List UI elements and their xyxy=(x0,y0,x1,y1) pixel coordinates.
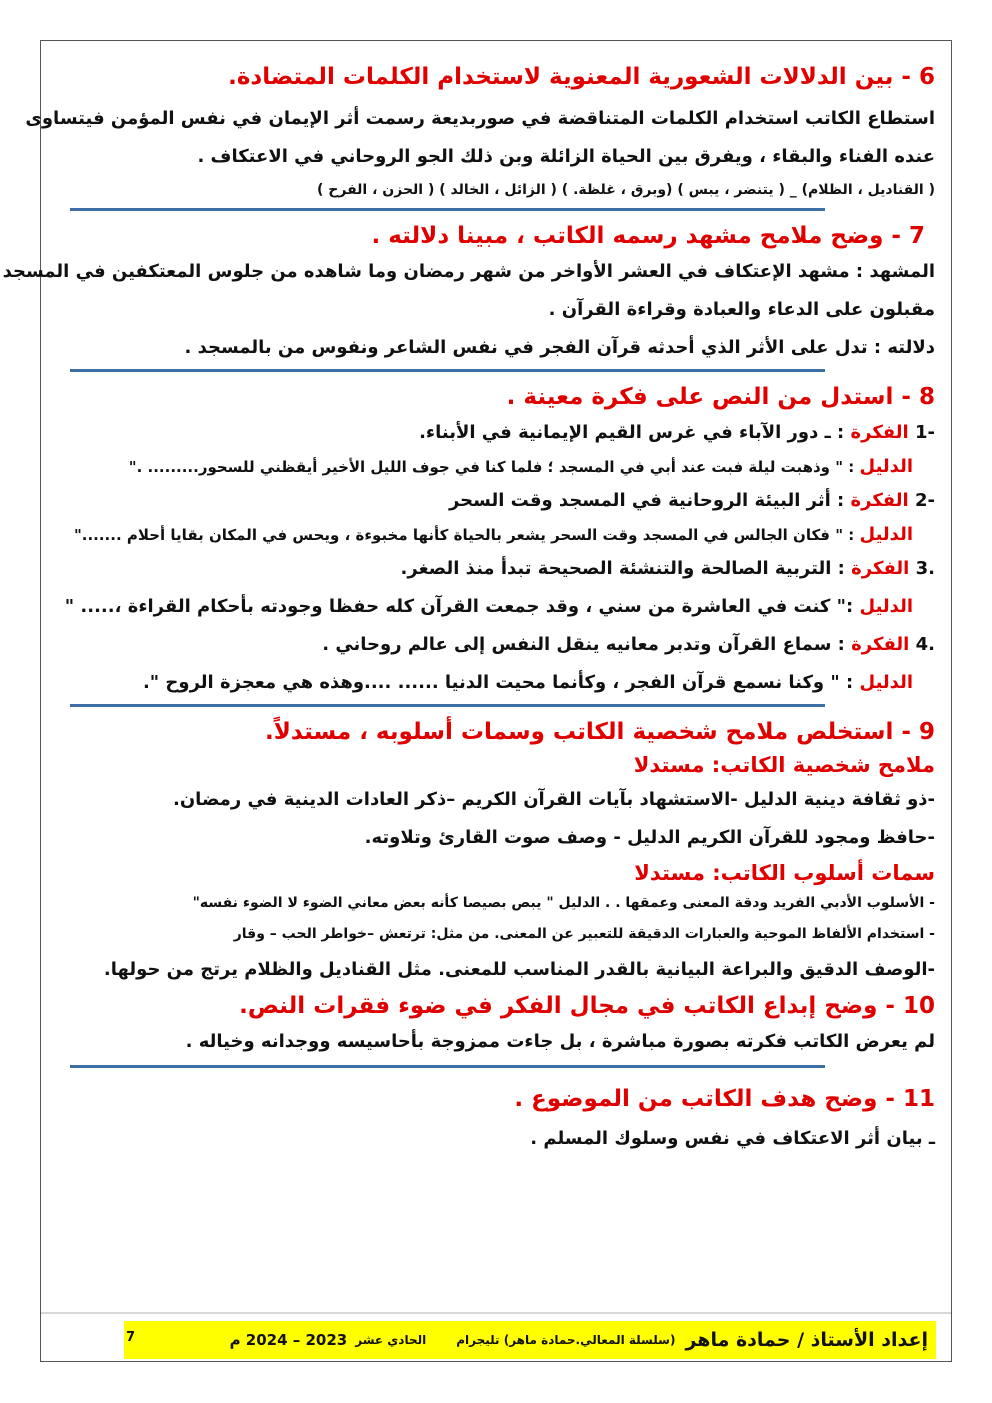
footer-series: (سلسلة المعالي.حمادة ماهر) تليجرام xyxy=(456,1333,676,1347)
proof-text: : " وذهبت ليلة فبت عند أبي في المسجد ؛ فلما كنا في جوف الليل الأخير أيقظني للسحور......... ." xyxy=(128,458,855,476)
footer-grade: الحادي عشر xyxy=(355,1333,427,1347)
proof-text: : " فكان الجالس في المسجد وقت السحر يشعر بالحياة كأنها مخبوءة ، ويحس في المكان بقايا أحلام ......." xyxy=(73,526,855,544)
idea-number: .4 xyxy=(915,634,935,655)
footer-bar xyxy=(124,1321,936,1359)
q10-answer: لم يعرض الكاتب فكرته بصورة مباشرة ، بل جاءت ممزوجة بأحاسيسه ووجدانه وخياله . xyxy=(185,1031,935,1052)
proof-text: :" كنت في العاشرة من سني ، وقد جمعت القرآن كله حفظا وجودته بأحكام القراءة ،..... " xyxy=(64,596,854,617)
footer-year: 2023 – 2024 م xyxy=(229,1331,348,1349)
idea-label: الفكرة xyxy=(851,558,910,579)
idea-text: : التربية الصالحة والتنشئة الصحيحة تبدأ منذ الصغر. xyxy=(400,558,845,579)
personality-heading: ملامح شخصية الكاتب: مستدلا xyxy=(633,753,935,777)
idea-label: الفكرة xyxy=(850,490,909,511)
question-9-title: 9 - استخلص ملامح شخصية الكاتب وسمات أسلوبه ، مستدلاً. xyxy=(265,719,935,745)
q8-idea-3 xyxy=(60,550,935,588)
q8-proof-2 xyxy=(60,520,935,550)
q6-answer-line1: استطاع الكاتب استخدام الكلمات المتناقضة في صوربديعة رسمت أثر الإيمان في نفس المؤمن فيتساوى xyxy=(25,108,935,129)
idea-number: -1 xyxy=(914,422,935,443)
q8-proof-1 xyxy=(60,452,935,482)
idea-label: الفكرة xyxy=(850,422,909,443)
q6-antonyms: ( القناديل ، الظلام) _ ( يتنضر ، يبس ) (وبرق ، غلظة. ) ( الزائل ، الخالد ) ( الحزن ، الفرح ) xyxy=(317,182,935,198)
q8-proof-4 xyxy=(60,664,935,702)
divider xyxy=(70,208,825,211)
q8-idea-4 xyxy=(60,626,935,664)
q7-answer-line3: دلالته : تدل على الأثر الذي أحدثه قرآن الفجر في نفس الشاعر ونفوس من بالمسجد . xyxy=(184,337,935,358)
footer-separator xyxy=(41,1312,951,1314)
style-line3: -الوصف الدقيق والبراعة البيانية بالقدر المناسب للمعنى. مثل القناديل والظلام يرتج من حولها. xyxy=(103,959,935,980)
divider xyxy=(70,704,825,707)
style-line1: - الأسلوب الأدبي الفريد ودقة المعنى وعمقها . . الدليل " يبص بصيصا كأنه بعض معاني الضوء لا الضوء نفسه" xyxy=(192,895,935,911)
proof-label: الدليل xyxy=(859,596,913,617)
question-10-title: 10 - وضح إبداع الكاتب في مجال الفكر في ضوء فقرات النص. xyxy=(239,993,935,1019)
idea-label: الفكرة xyxy=(851,634,910,655)
idea-number: -2 xyxy=(914,490,935,511)
style-line2: - استخدام الألفاظ الموحية والعبارات الدقيقة للتعبير عن المعنى. من مثل: ترتعش –خواطر الحب – وقار xyxy=(233,926,935,942)
style-heading: سمات أسلوب الكاتب: مستدلا xyxy=(634,861,935,885)
q7-answer-line1: المشهد : مشهد الإعتكاف في العشر الأواخر من شهر رمضان وما شاهده من جلوس المعتكفين في المسجد xyxy=(2,261,935,282)
question-8-title: 8 - استدل من النص على فكرة معينة . xyxy=(506,384,935,410)
q8-idea-1 xyxy=(60,414,935,452)
footer-author: إعداد الأستاذ / حمادة ماهر xyxy=(685,1329,928,1351)
idea-number: .3 xyxy=(915,558,935,579)
idea-text: : ـ دور الآباء في غرس القيم الإيمانية في الأبناء. xyxy=(419,422,845,443)
worksheet-content xyxy=(2,52,935,1158)
proof-text: : " وكنا نسمع قرآن الفجر ، وكأنما محيت الدنيا ...... ....وهذه هي معجزة الروح ". xyxy=(142,672,854,693)
question-11-title: 11 - وضح هدف الكاتب من الموضوع . xyxy=(514,1086,935,1112)
question-6-title: 6 - بين الدلالات الشعورية المعنوية لاستخدام الكلمات المتضادة. xyxy=(228,64,935,90)
idea-text: : سماع القرآن وتدبر معانيه ينقل النفس إلى عالم روحاني . xyxy=(322,634,845,655)
q8-proof-3 xyxy=(60,588,935,626)
q11-answer: ـ بيان أثر الاعتكاف في نفس وسلوك المسلم . xyxy=(530,1128,935,1149)
page-number: 7 xyxy=(126,1330,136,1345)
q7-answer-line2: مقبلون على الدعاء والعبادة وقراءة القرآن . xyxy=(548,299,935,320)
personality-line1: -ذو ثقافة دينية الدليل -الاستشهاد بآيات القرآن الكريم –ذكر العادات الدينية في رمضان. xyxy=(172,789,935,810)
question-7-title: 7 - وضح ملامح مشهد رسمه الكاتب ، مبينا دلالته . xyxy=(371,223,925,249)
divider xyxy=(70,1065,825,1068)
proof-label: الدليل xyxy=(859,672,913,693)
proof-label: الدليل xyxy=(859,524,913,545)
q8-idea-2 xyxy=(60,482,935,520)
divider xyxy=(70,369,825,372)
idea-text: : أثر البيئة الروحانية في المسجد وقت السحر xyxy=(448,490,845,511)
q6-answer-line2: عنده الفناء والبقاء ، ويفرق بين الحياة الزائلة وبن ذلك الجو الروحاني في الاعتكاف . xyxy=(197,146,935,167)
proof-label: الدليل xyxy=(859,456,913,477)
personality-line2: -حافظ ومجود للقرآن الكريم الدليل - وصف صوت القارئ وتلاوته. xyxy=(364,827,935,848)
